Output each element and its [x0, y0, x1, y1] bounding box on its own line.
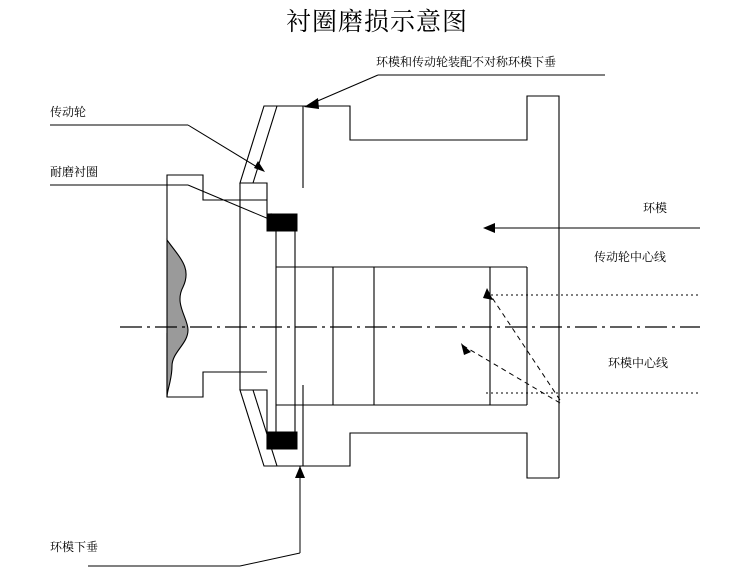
label-wear-liner: 耐磨衬圈	[50, 165, 99, 179]
ring-die-outline	[303, 96, 559, 478]
leader-top-note-arrow	[304, 98, 319, 109]
label-drive-wheel: 传动轮	[50, 105, 87, 119]
leader-ring-die-arrow	[483, 223, 495, 233]
label-ring-die-droop: 环模下垂	[50, 540, 99, 554]
page-title: 衬圈磨损示意图	[285, 9, 468, 36]
die-hub-wall	[276, 231, 295, 441]
droop-arrowheads	[461, 288, 493, 355]
leader-drive-wheel	[50, 125, 262, 170]
shaft-break-hatch	[167, 240, 188, 397]
leader-wear-liner	[50, 185, 276, 222]
leader-droop-arrow	[295, 466, 305, 478]
label-top-note: 环模和传动轮装配不对称环模下垂	[376, 55, 557, 69]
label-ring-die: 环模	[643, 201, 668, 215]
label-drive-wheel-centerline: 传动轮中心线	[594, 250, 667, 264]
wear-liner-blocks	[267, 214, 297, 449]
leader-droop	[88, 466, 300, 566]
ring-die-bore-lines	[276, 267, 527, 405]
droop-indicator-lines	[462, 290, 560, 403]
label-ring-die-centerline: 环模中心线	[608, 356, 669, 370]
drive-wheel-outline	[167, 106, 303, 466]
leader-top-note	[313, 75, 605, 103]
